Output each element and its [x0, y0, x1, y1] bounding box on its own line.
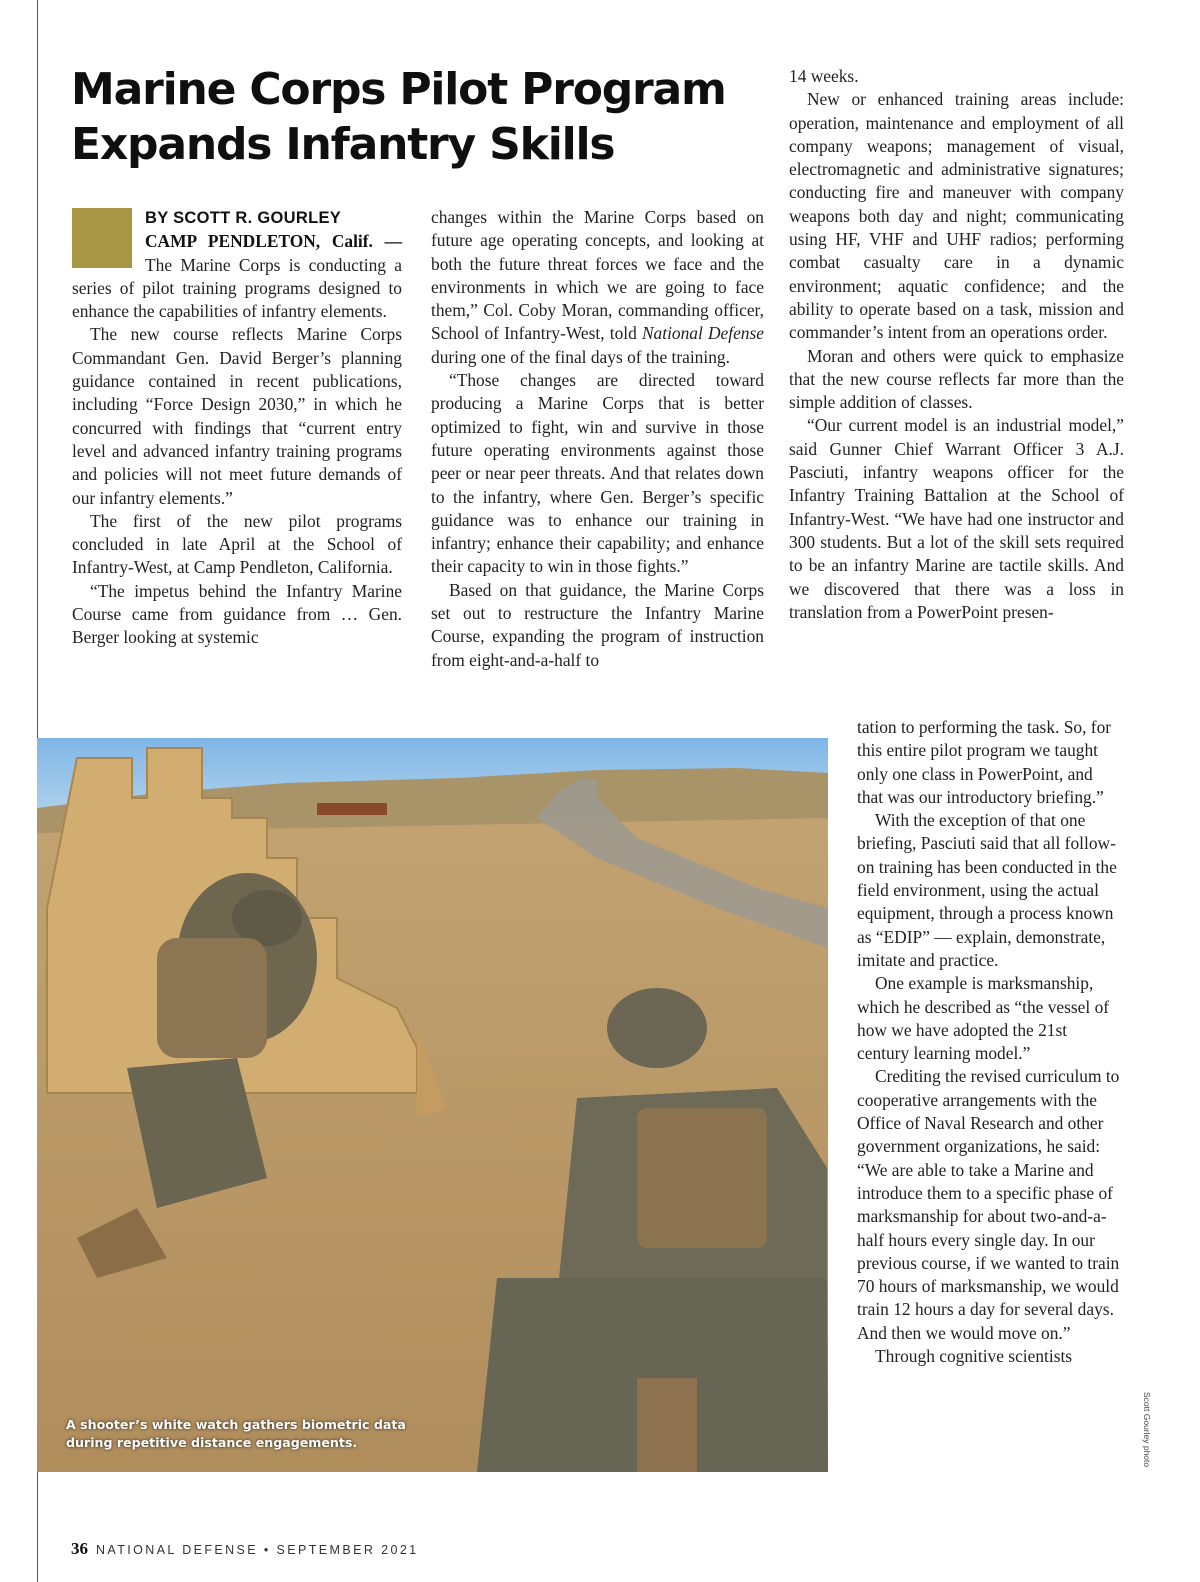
- article-column-4: [857, 716, 1123, 1368]
- lead-paragraph: [72, 206, 402, 323]
- paragraph-9-part-a: “Our current model is an industrial model,” said Gunner Chief Warrant Officer 3 A.J. Pasciuti, infantry weapons officer for the Infantry Training Battalion at the School of Infantry-West. “We have had one instructor and 300 students. But a lot of the skill sets required to be an infantry Marine are tactile skills. And we discovered that there was a loss in translation from a PowerPoint presen-: [789, 415, 1124, 622]
- byline: BY SCOTT R. GOURLEY: [145, 209, 342, 227]
- paragraph-6-part-b: 14 weeks.: [789, 66, 859, 86]
- paragraph-12: Crediting the revised curriculum to cooperative arrangements with the Office of Naval Research and other government organizations, he said: “We are able to take a Marine and introduce them to a specific phase of marksmanship for about two-and-a-half hours every single day. In our previous course, if we wanted to train 70 hours of marksmanship, we would train 12 hours a day for several days. And then we would move on.”: [857, 1066, 1120, 1343]
- headline: Marine Corps Pilot Program Expands Infantry Skills: [71, 64, 726, 170]
- publication-info: NATIONAL DEFENSE • SEPTEMBER 2021: [96, 1543, 419, 1557]
- paragraph-1: The Marine Corps is conducting a series of pilot training programs designed to enhance the capabilities of infantry elements.: [72, 254, 402, 322]
- article-column-2: [431, 206, 764, 672]
- paragraph-6-part-a: Based on that guidance, the Marine Corps set out to restructure the Infantry Marine Course, expanding the program of instruction from eight-and-a-half to: [431, 579, 764, 670]
- photo-credit: Scott Gourley photo: [1142, 1392, 1152, 1468]
- paragraph-4-part-b: changes within the Marine Corps based on future age operating concepts, and looking at both the future threat forces we face and the environments in which we are going to face them,” Col. Coby Moran, commanding officer, School of Infantry-West, told National Defense during one of the final days of the training.: [431, 207, 764, 367]
- paragraph-8: Moran and others were quick to emphasize that the new course reflects far more than the simple addition of classes.: [789, 345, 1124, 413]
- paragraph-4-end: during one of the final days of the training.: [431, 346, 730, 367]
- article-photo: [37, 738, 828, 1472]
- paragraph-4-part-a: “The impetus behind the Infantry Marine Course came from guidance from … Gen. Berger looking at systemic: [72, 580, 402, 648]
- accent-box: [72, 208, 132, 268]
- article-column-3: [789, 65, 1124, 624]
- page-number: 36: [71, 1539, 88, 1558]
- dateline: CAMP PENDLETON, Calif. —: [145, 231, 402, 252]
- training-range-photo: [37, 738, 828, 1472]
- paragraph-5: “Those changes are directed toward producing a Marine Corps that is better optimized to fight, win and survive in those future operating environments against those peer or near peer threats. And that relates down to the infantry, where Gen. Berger’s specific guidance was to enhance our training in infantry; enhance their capability; and enhance their capacity to win in those fights.”: [431, 370, 764, 577]
- paragraph-2: The new course reflects Marine Corps Commandant Gen. David Berger’s planning guidance contained in recent publications, including “Force Design 2030,” in which he concurred with findings that “current entry level and advanced infantry training programs and policies will not meet future demands of our infantry elements.”: [72, 324, 402, 508]
- paragraph-7: New or enhanced training areas include: operation, maintenance and employment of all company weapons; management of visual, electromagnetic and administrative signatures; conducting fire and maneuver with company weapons both day and night; communicating using HF, VHF and UHF radios; performing combat casualty care in a dynamic environment; aquatic confidence; and the ability to operate based on a task, mission and commander’s intent from an operations order.: [789, 89, 1124, 343]
- paragraph-10: With the exception of that one briefing, Pasciuti said that all follow-on training has been conducted in the field environment, using the actual equipment, through a process known as “EDIP” — explain, demonstrate, imitate and practice.: [857, 810, 1117, 970]
- page-footer: [71, 1539, 419, 1559]
- article-column-1: [72, 206, 402, 650]
- paragraph-3: The first of the new pilot programs concluded in late April at the School of Infantry-West, at Camp Pendleton, California.: [72, 510, 402, 578]
- paragraph-13: Through cognitive scientists: [875, 1346, 1073, 1367]
- paragraph-9-part-b: tation to performing the task. So, for this entire pilot program we taught only one class in PowerPoint, and that was our introductory briefing.”: [857, 717, 1112, 807]
- photo-caption: A shooter’s white watch gathers biometric data during repetitive distance engagements.: [66, 1417, 406, 1450]
- paragraph-11: One example is marksmanship, which he described as “the vessel of how we have adopted the 21st century learning model.”: [857, 973, 1110, 1064]
- publication-name: National Defense: [641, 323, 764, 344]
